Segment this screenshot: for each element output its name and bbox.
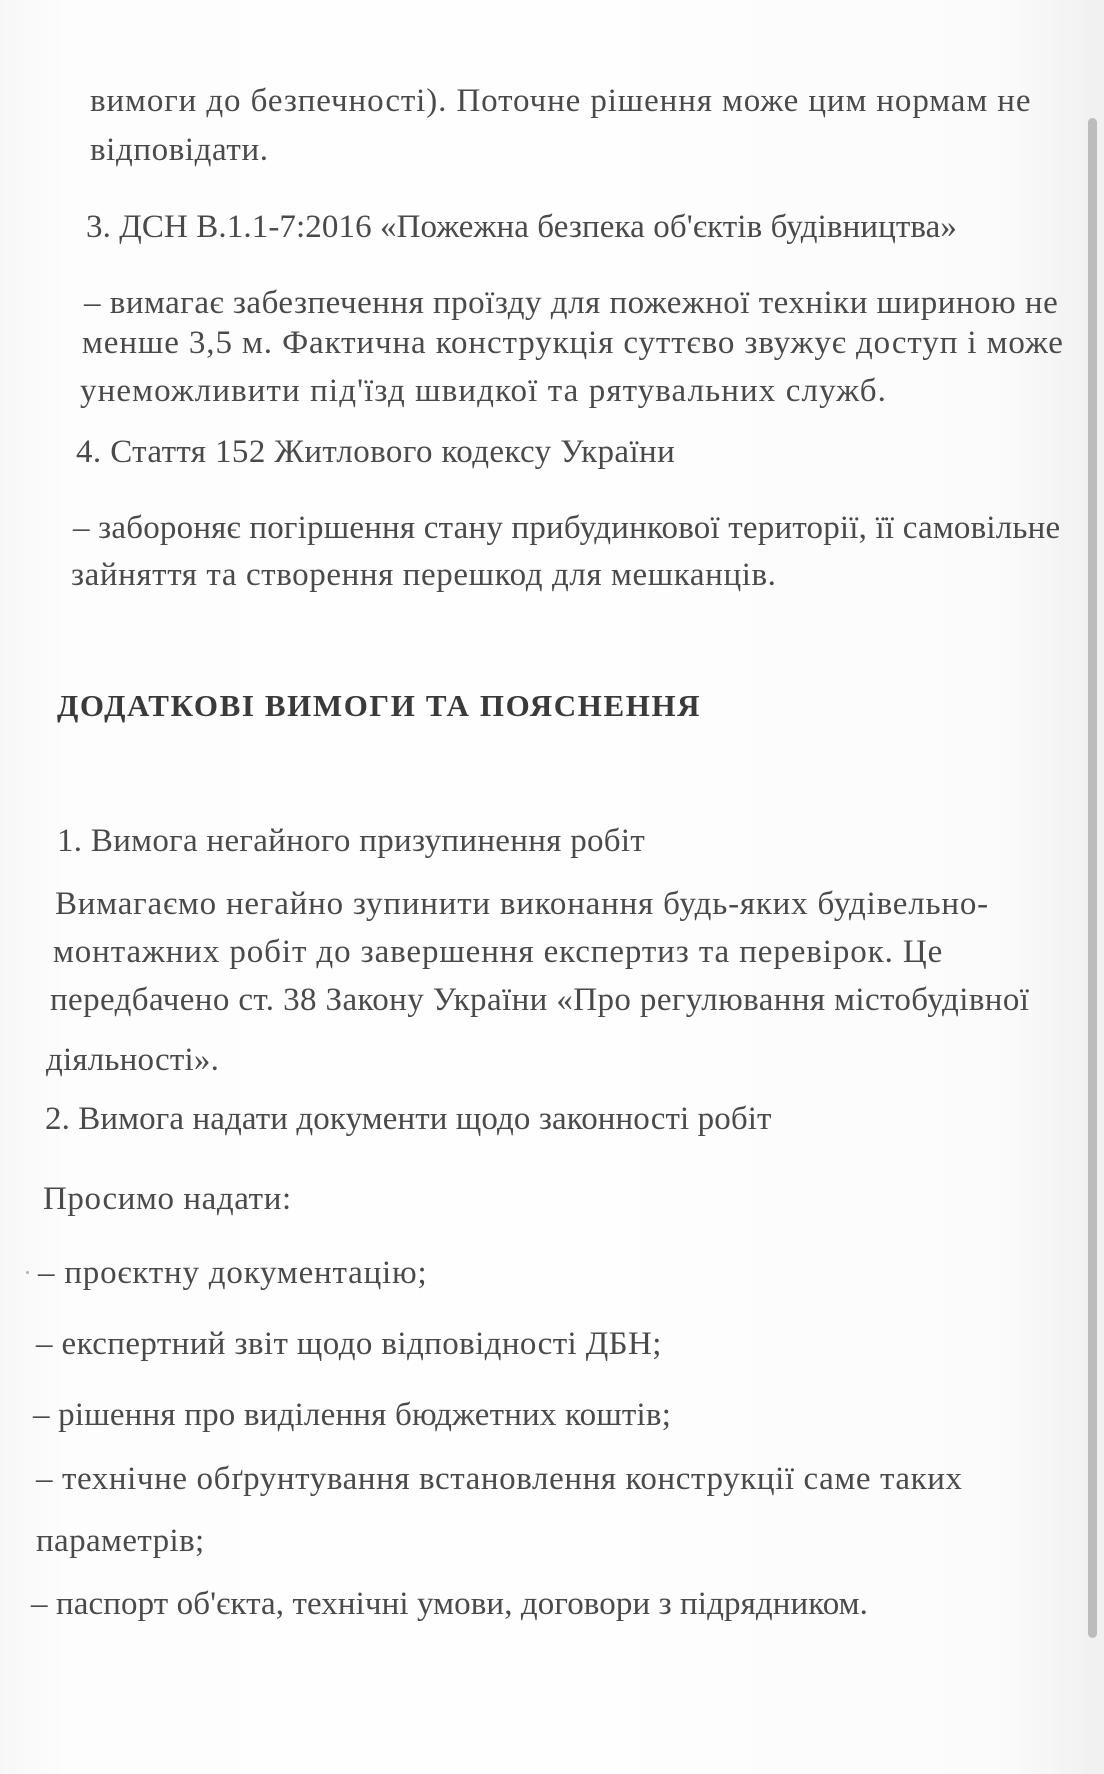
request-intro: Просимо надати: <box>43 1181 292 1217</box>
text-line: менше 3,5 м. Фактична конструкція суттєво звужує доступ і може <box>82 325 1064 361</box>
list-item: – експертний звіт щодо відповідності ДБН; <box>36 1326 662 1362</box>
list-item: – рішення про виділення бюджетних коштів; <box>33 1397 672 1433</box>
scan-speck <box>26 1271 29 1274</box>
text-line: Вимагаємо негайно зупинити виконання будь-яких будівельно- <box>55 886 989 922</box>
requirement-2-title: 2. Вимога надати документи щодо законності робіт <box>45 1101 772 1137</box>
section-heading: ДОДАТКОВІ ВИМОГИ ТА ПОЯСНЕННЯ <box>57 688 702 723</box>
list-item: параметрів; <box>36 1523 205 1559</box>
list-item: – паспорт об'єкта, технічні умови, договори з підрядником. <box>31 1586 869 1622</box>
text-line: відповідати. <box>90 132 269 168</box>
scrollbar-thumb[interactable] <box>1088 118 1097 1638</box>
text-line: вимоги до безпечності). Поточне рішення може цим нормам не <box>90 83 1032 119</box>
text-line: унеможливити під'їзд швидкої та рятувальних служб. <box>80 373 887 409</box>
text-line: монтажних робіт до завершення експертиз та перевірок. Це <box>53 934 944 970</box>
text-line: – вимагає забезпечення проїзду для пожежної техніки шириною не <box>84 285 1059 321</box>
text-line: передбачено ст. 38 Закону України «Про регулювання містобудівної <box>50 982 1030 1018</box>
norm-item-4-title: 4. Стаття 152 Житлового кодексу України <box>76 434 676 470</box>
requirement-1-title: 1. Вимога негайного призупинення робіт <box>57 823 646 859</box>
list-item: – технічне обґрунтування встановлення конструкції саме таких <box>36 1461 963 1497</box>
text-line: – забороняє погіршення стану прибудинкової території, її самовільне <box>73 510 1061 546</box>
text-line: діяльності». <box>46 1042 220 1078</box>
text-line: зайняття та створення перешкод для мешканців. <box>71 557 777 593</box>
norm-item-3-title: 3. ДСН В.1.1-7:2016 «Пожежна безпека об'єктів будівництва» <box>86 209 957 245</box>
list-item: – проєктну документацію; <box>38 1255 428 1291</box>
